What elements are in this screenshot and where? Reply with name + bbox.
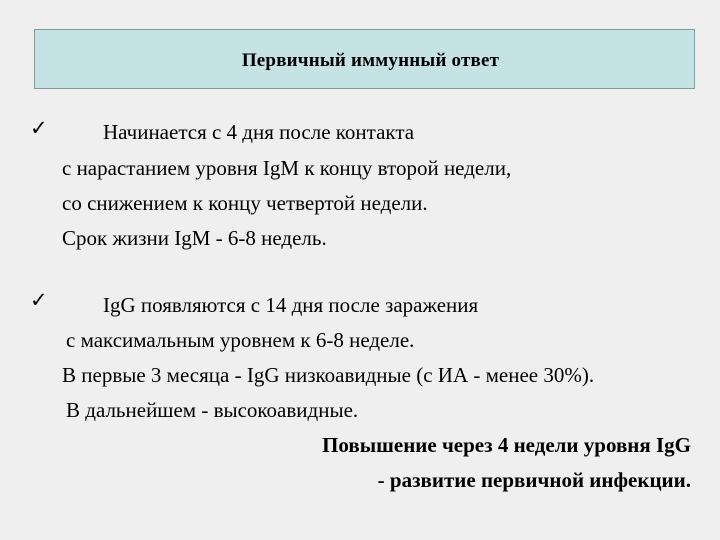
bullet-1-line-2: с нарастанием уровня IgM к концу второй недели, [62,156,512,180]
bullet-2-line-3: В первые 3 месяца - IgG низкоавидные (с ИА - менее 30%). [62,363,595,387]
bullet-2-line-4: В дальнейшем - высокоавидные. [66,398,359,422]
checkmark-icon: ✓ [30,116,48,140]
bullet-1-line-4: Срок жизни IgM - 6-8 недель. [62,226,327,250]
slide-title: Первичный иммунный ответ [241,50,500,71]
conclusion-line-1: Повышение через 4 недели уровня IgG [322,433,691,457]
bullet-1-line-1: Начинается с 4 дня после контакта [103,120,415,144]
conclusion-line-2: - развитие первичной инфекции. [377,468,691,492]
bullet-2-line-1: IgG появляются с 14 дня после заражения [103,293,479,317]
bullet-2-line-2: с максимальным уровнем к 6-8 неделе. [66,328,415,352]
bullet-1-line-3: со снижением к концу четвертой недели. [62,191,428,215]
checkmark-icon: ✓ [30,288,48,312]
title-box [34,29,695,89]
